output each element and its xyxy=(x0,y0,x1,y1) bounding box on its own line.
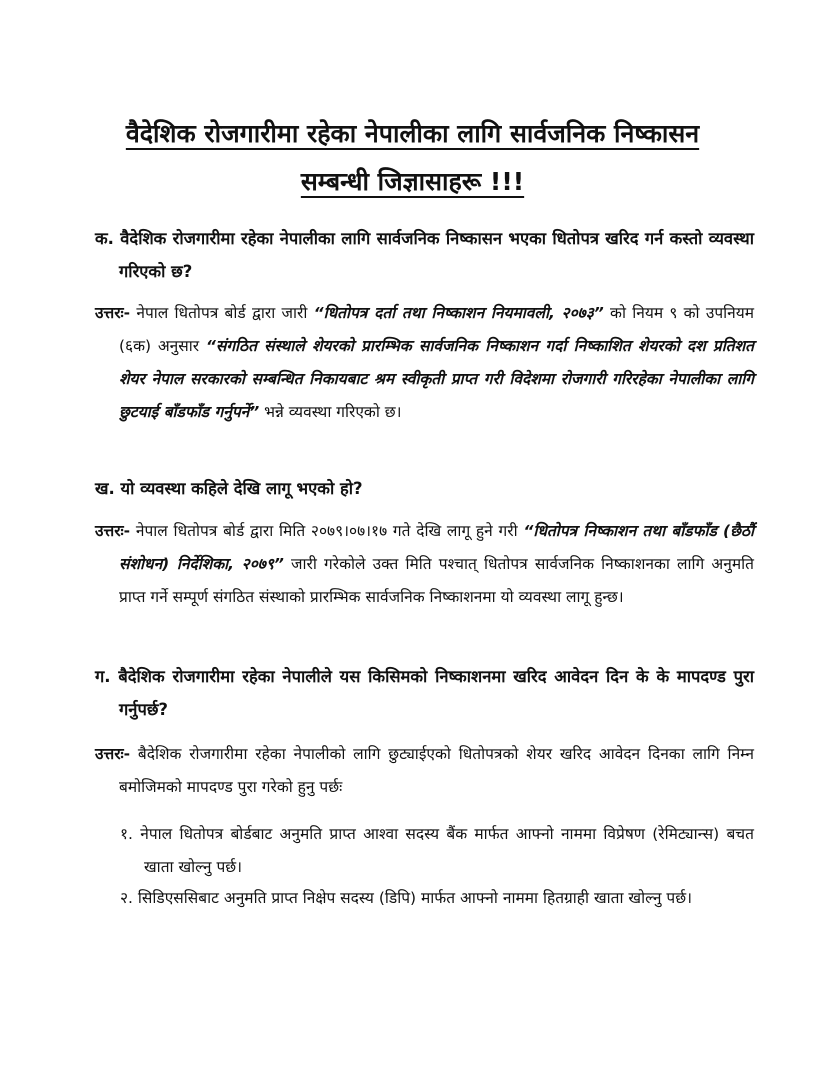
question-ka: क. वैदेशिक रोजगारीमा रहेका नेपालीका लागि सार्वजनिक निष्कासन भएका धितोपत्र खरिद गर्न कस्तो व्यवस्था गरिएको छ? xyxy=(95,229,754,281)
answer-quote: “संगठित संस्थाले शेयरको प्रारम्भिक सार्वजनिक निष्काशन गर्दा निष्काशित शेयरको दश प्रतिशत शेयर नेपाल सरकारको सम्बन्धित निकायबाट श्रम स्वीकृती प्राप्त गरी विदेशमा रोजगारी गरिरहेका नेपालीका लागि छुटयाई बाँडफाँड गर्नुपर्ने” xyxy=(119,337,754,421)
question-ga: ग. बैदेशिक रोजगारीमा रहेका नेपालीले यस किसिमको निष्काशनमा खरिद आवेदन दिन के के मापदण्ड पुरा गर्नुपर्छ? xyxy=(95,667,754,719)
document-title-line-1: वैदेशिक रोजगारीमा रहेका नेपालीका लागि सार्वजनिक निष्कासन xyxy=(125,119,700,148)
criteria-item-2: २. सिडिएससिबाट अनुमति प्राप्त निक्षेप सदस्य (डिपि) मार्फत आफ्नो नाममा हितग्राही खाता खोल्नु पर्छ। xyxy=(120,889,692,907)
answer-label: उत्तरः- xyxy=(95,522,131,540)
answer-ga xyxy=(95,738,754,804)
answer-text: को नियम ९ को उपनियम (६क) अनुसार xyxy=(119,304,755,355)
answer-kha xyxy=(95,515,754,614)
answer-text: भन्ने व्यवस्था गरिएको छ। xyxy=(259,403,402,421)
question-kha: ख. यो व्यवस्था कहिले देखि लागू भएको हो? xyxy=(95,479,363,498)
answer-text: बैदेशिक रोजगारीमा रहेका नेपालीको लागि छुट्याईएको धितोपत्रको शेयर खरिद आवेदन दिनका लागि निम्न बमोजिमको मापदण्ड पुरा गरेको हुनु पर्छः xyxy=(119,745,754,796)
answer-label: उत्तरः- xyxy=(95,745,131,763)
answer-ka xyxy=(95,297,754,429)
answer-label: उत्तरः- xyxy=(95,304,131,322)
answer-quote: “धितोपत्र दर्ता तथा निष्काशन नियमावली, २०७३” xyxy=(313,304,604,322)
answer-quote: “धितोपत्र निष्काशन तथा बाँडफाँड (छैठौं संशोधन) निर्देशिका, २०७९” xyxy=(119,522,754,573)
answer-text: नेपाल धितोपत्र बोर्ड द्वारा मिति २०७९।०७।१७ गते देखि लागू हुने गरी xyxy=(130,522,524,540)
criteria-item-1: १. नेपाल धितोपत्र बोर्डबाट अनुमति प्राप्त आश्वा सदस्य बैंक मार्फत आफ्नो नाममा विप्रेषण (रेमिट्यान्स) बचत खाता खोल्नु पर्छ। xyxy=(120,825,754,876)
document-title-line-2: सम्बन्धी जिज्ञासाहरू !!! xyxy=(300,167,525,196)
answer-text: जारी गरेकोले उक्त मिति पश्चात् धितोपत्र सार्वजनिक निष्काशनका लागि अनुमति प्राप्त गर्ने सम्पूर्ण संगठित संस्थाको प्रारम्भिक सार्वजनिक निष्काशनमा यो व्यवस्था लागू हुन्छ। xyxy=(119,555,754,606)
answer-text: नेपाल धितोपत्र बोर्ड द्वारा जारी xyxy=(130,304,314,322)
